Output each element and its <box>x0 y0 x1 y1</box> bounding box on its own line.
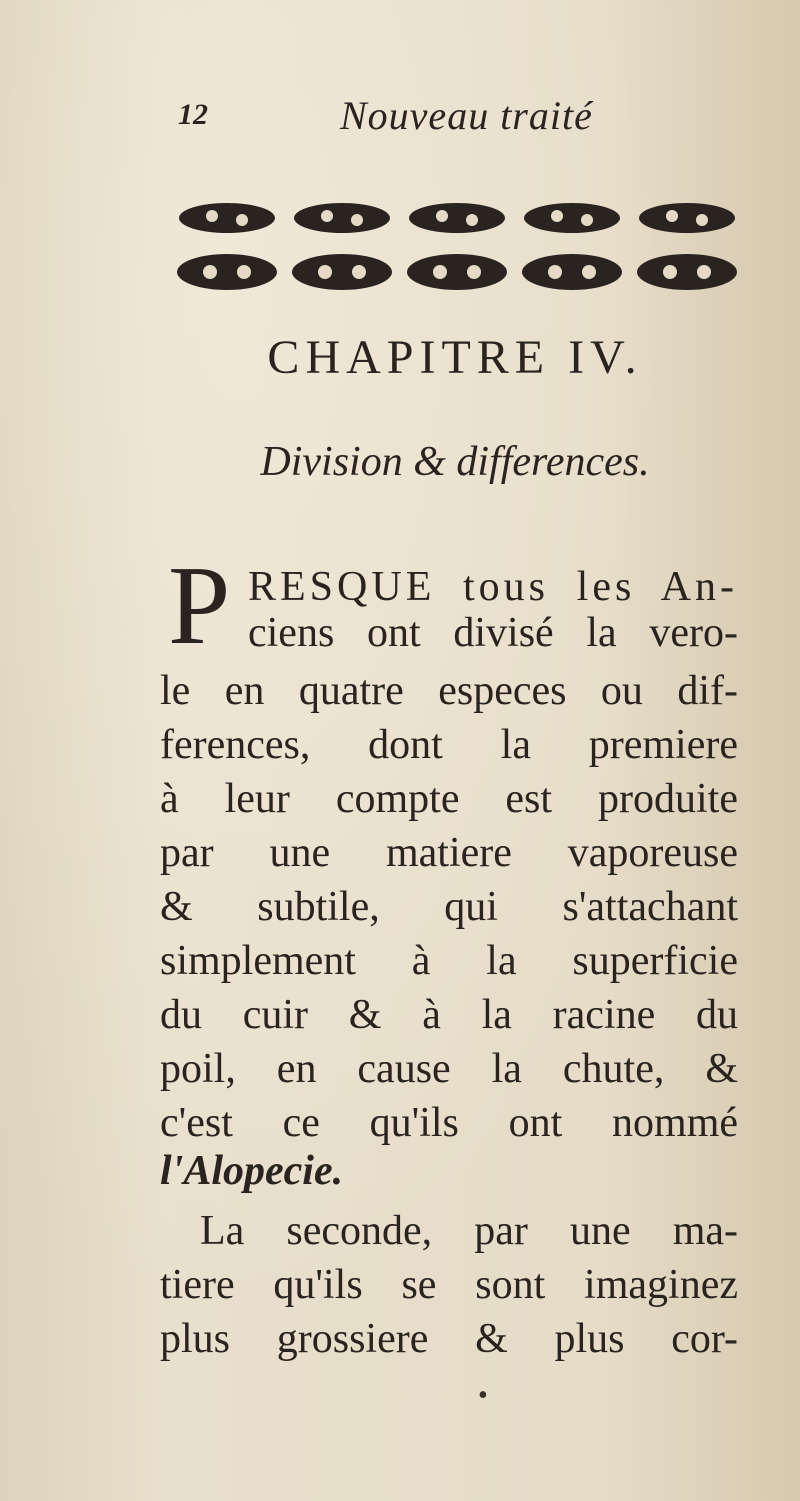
text-line: plus grossiere & plus cor- <box>160 1316 738 1362</box>
page-number: 12 <box>178 98 208 131</box>
text-line: tiere qu'ils se sont imaginez <box>160 1262 738 1308</box>
ornament-band-top <box>172 192 752 244</box>
text-line: par une matiere vaporeuse <box>160 830 738 876</box>
text-line: c'est ce qu'ils ont nommé <box>160 1100 738 1146</box>
text-line: poil, en cause la chute, & <box>160 1046 738 1092</box>
text-line: l'Alopecie. <box>160 1148 344 1194</box>
ornament-band-bottom <box>172 246 752 298</box>
text-line: le en quatre especes ou dif- <box>160 668 738 714</box>
running-head <box>178 92 678 142</box>
text-line: RESQUE tous les An- <box>248 564 738 610</box>
text-line: simplement à la superficie <box>160 938 738 984</box>
text-line: ciens ont divisé la vero- <box>248 610 738 656</box>
text-line: & subtile, qui s'attachant <box>160 884 738 930</box>
chapter-subtitle: Division & differences. <box>260 439 650 485</box>
signature-mark: • <box>478 1380 488 1411</box>
text-line: ferences, dont la premiere <box>160 722 738 768</box>
text-line: La seconde, par une ma- <box>200 1208 738 1254</box>
text-line: du cuir & à la racine du <box>160 992 738 1038</box>
text-line: à leur compte est produite <box>160 776 738 822</box>
chapter-title: CHAPITRE IV. <box>267 331 643 384</box>
drop-cap: P <box>168 544 231 668</box>
running-title: Nouveau traité <box>340 93 593 138</box>
